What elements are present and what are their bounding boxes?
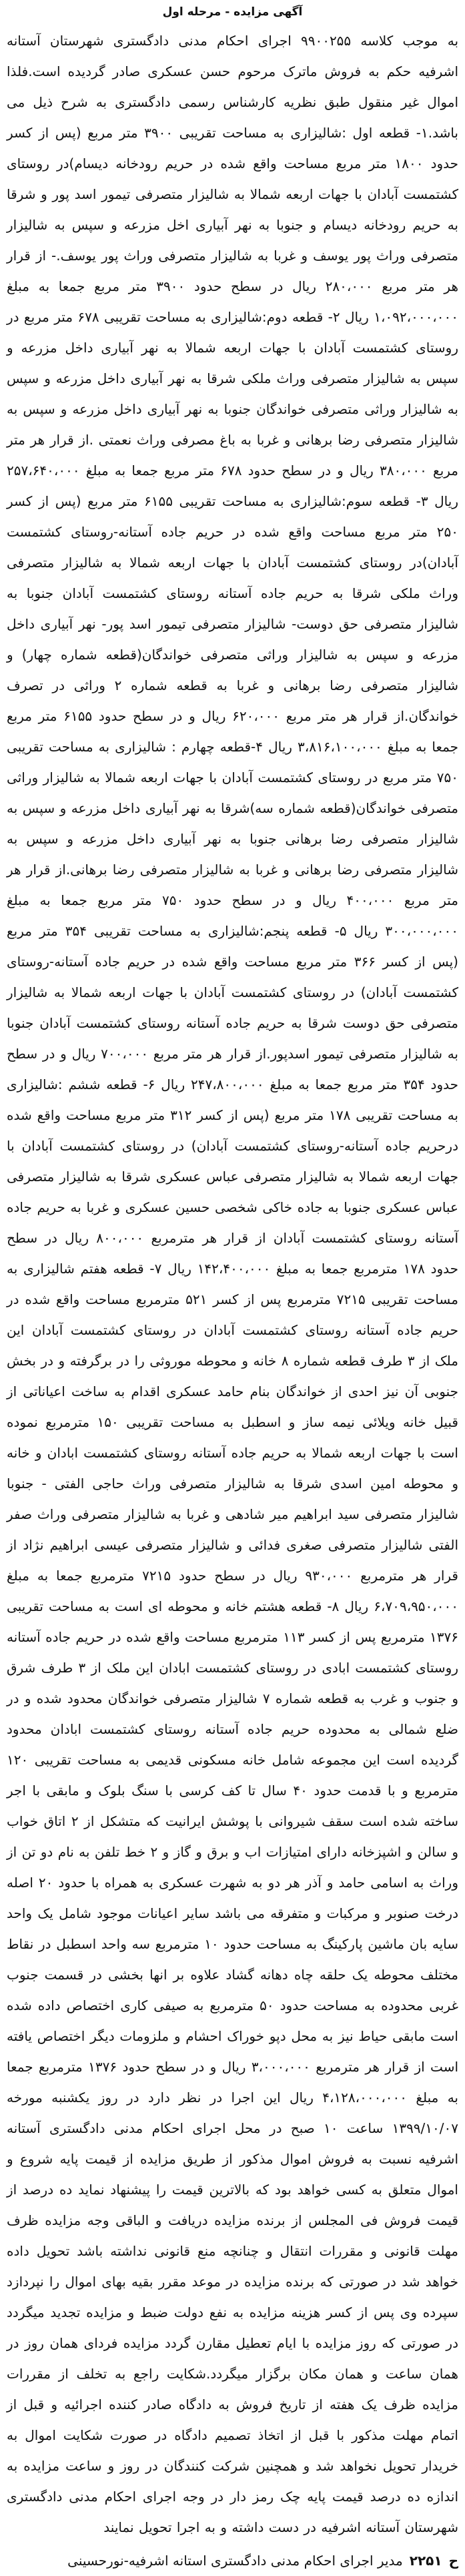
notice-footer	[7, 2545, 458, 2576]
notice-signer: مدیر اجرای احکام مدنی دادگستری استانه اشرفیه-نورحسینی	[67, 2553, 403, 2569]
notice-code-letter: ح	[448, 2553, 458, 2569]
notice-reference-number: ۲۲۵۱	[409, 2553, 442, 2569]
notice-body: به موجب کلاسه ۹۹۰۰۲۵۵ اجرای احکام مدنی دادگستری شهرستان آستانه اشرفیه حکم به فروش ماترک مرحوم حسن عسکری صادر گردیده است.فلذا اموال غیر منقول طبق نظریه کارشناس رسمی دادگستری به شرح ذیل می باشد.۱- قطعه اول :شالیزاری به مساحت تقریبی ۳۹۰۰ متر مربع (پس از کسر حدود ۱۸۰۰ متر مربع مساحت واقع شده در حریم رودخانه دیسام)در روستای کشتمست آبادان با جهات اربعه شمالا به شالیزار متصرفی تیمور اسد پور و شرقا به حریم رودخانه دیسام و جنوبا به نهر آبیاری اخل مزرعه و سپس به شالیزار متصرفی وراث پور یوسف و غربا به شالیزار متصرفی وراث پور یوسف.- از قرار هر متر مربع ۲۸۰،۰۰۰ ریال در سطح حدود ۳۹۰۰ متر مربع جمعا به مبلغ ۱،۰۹۲،۰۰۰،۰۰۰ ریال ۲- قطعه دوم:شالیزاری به مساحت تقریبی ۶۷۸ متر مربع در روستای کشتمست آبادان با جهات اربعه شمالا به نهر آبیاری داخل مزرعه و سپس به شالیزار متصرفی وراث ملکی شرقا به نهر آبیاری داخل مزرعه و سپس به شالیزار وراثی متصرفی خواندگان جنوبا به نهر آبیاری داخل مزرعه و سپس به شالیزار متصرفی رضا برهانی و غربا به باغ مصرفی وراث نعمتی .از قرار هر متر مربع ۳۸۰،۰۰۰ ریال و در سطح حدود ۶۷۸ متر مربع جمعا به مبلغ ۲۵۷،۶۴۰،۰۰۰ ریال ۳- قطعه سوم:شالیزاری به مساحت تقریبی ۶۱۵۵ متر مربع (پس از کسر ۲۵۰ متر مربع مساحت واقع شده در حریم جاده آستانه-روستای کشتمست آبادان)در روستای کشتمست آبادان با جهات اربعه شمالا به شالیزار متصرفی وراث ملکی شرقا به حریم جاده آستانه روستای کشتمست آبادان جنوبا به شالیزار متصرفی حق دوست- شالیزار متصرفی تیمور اسد پور- نهر آبیاری داخل مزرعه و سپس به شالیزار وراثی متصرفی خواندگان(قطعه شماره چهار) و شالیزار متصرفی رضا برهانی و غربا به قطعه شماره ۲ وراثی در تصرف خواندگان.از قرار هر متر مربع ۶۲۰،۰۰۰ ریال و در سطح حدود ۶۱۵۵ متر مربع جمعا به مبلغ ۳،۸۱۶،۱۰۰،۰۰۰ ریال ۴-قطعه چهارم : شالیزاری به مساحت تقریبی ۷۵۰ متر مربع در روستای کشتمست آبادان با جهات اربعه شمالا به شالیزار وراثی متصرفی خواندگان(قطعه شماره سه)شرقا به نهر آبیاری داخل مزرعه و سپس به شالیزار متصرفی رضا برهانی جنوبا به نهر آبیاری داخل مزرعه و سپس به شالیزار متصرفی رضا برهانی و غربا به شالیزار متصرفی رضا برهانی.از قرار هر متر مربع ۴۰۰،۰۰۰ ریال و در سطح حدود ۷۵۰ متر مربع جمعا به مبلغ ۳۰۰،۰۰۰،۰۰۰ ریال ۵- قطعه پنجم:شالیزاری به مساحت تقریبی ۳۵۴ متر مربع (پس از کسر ۳۶۶ متر مربع مساحت واقع شده در حریم جاده آستانه-روستای کشتمست آبادان) در روستای کشتمست آبادان با جهات اربعه شمالا به شالیزار متصرفی حق دوست شرقا به حریم جاده آستانه روستای کشتمست آبادان جنوبا به شالیزار متصرفی تیمور اسدپور.از قرار هر متر مربع ۷۰۰،۰۰۰ ریال و در سطح حدود ۳۵۴ متر مربع جمعا به مبلغ ۲۴۷،۸۰۰،۰۰۰ ریال ۶- قطعه ششم :شالیزاری به مساحت تقریبی ۱۷۸ متر مربع (پس از کسر ۳۱۲ متر مربع مساحت واقع شده درحریم جاده آستانه-روستای کشتمست آبادان) در روستای کشتمست آبادان با جهات اربعه شمالا به شالیزار متصرفی عباس عسکری شرقا به شالیزار متصرفی عباس عسکری جنوبا به جاده خاکی شخصی حسین عسکری و غربا به حریم جاده آستانه روستای کشتمست آبادان از قرار هر مترمربع ۸۰۰،۰۰۰ ریال در سطح حدود ۱۷۸ مترمربع جمعا به مبلغ ۱۴۲،۴۰۰،۰۰۰ ریال ۷- قطعه هفتم شالیزاری به مساحت تقریبی ۷۲۱۵ مترمربع پس از کسر ۵۲۱ مترمربع مساحت واقع شده در حریم جاده آستانه روستای کشتمست آبادان در روستای کشتمست آبادان این ملک از ۳ طرف قطعه شماره ۸ خانه و محوطه موروثی را در برگرفته و در بخش جنوبی آن نیز احدی از خواندگان بنام حامد عسکری اقدام به ساخت اعیاناتی از قبیل خانه ویلائی نیمه ساز و اسطبل به مساحت تقریبی ۱۵۰ مترمربع نموده است با جهات اربعه شمالا به حریم جاده آستانه روستای کشتمست ابادان و خانه و محوطه امین اسدی شرقا به شالیزار متصرفی وراث حاجی الفتی - جنوبا شالیزار متصرفی سید ابراهیم میر شادهی و غربا به شالیزار متصرفی وراث صفر الفتی شالیزار متصرفی صغری فدائی و شالیزار متصرفی عیسی ابراهیم نژاد از قرار هر مترمربع ۹۳۰،۰۰۰ ریال در سطح حدود ۷۲۱۵ مترمربع جمعا به مبلغ ۶،۷۰۹،۹۵۰،۰۰۰ ریال ۸- قطعه هشتم خانه و محوطه ای است به مساحت تقریبی ۱۳۷۶ مترمربع پس از کسر ۱۱۳ مترمربع مساحت واقع شده در حریم جاده آستانه روستای کشتمست ابادی در روستای کشتمست ابادان این ملک از ۳ طرف شرق و جنوب و غرب به قطعه شماره ۷ شالیزار متصرفی خواندگان محدود شده و در ضلع شمالی به محدوده حریم جاده آستانه روستای کشتمست ابادان محدود گردیده است این مجموعه شامل خانه مسکونی قدیمی به مساحت تقریبی ۱۲۰ مترمربع و با قدمت حدود ۴۰ سال تا کف کرسی با سنگ بلوک و مابقی با اجر ساخته شده است سقف شیروانی با پوشش ایرانیت که متشکل از ۲ اتاق خواب و سالن و اشپزخانه دارای امتیازات اب و برق و گاز و ۲ خط تلفن به نام دو تن از وراث به اسامی حامد و آذر هر دو به شهرت عسکری به همراه با حدود ۲۰ اصله درخت صنوبر و مرکبات و متفرقه می باشد سایر اعیانات موجود شامل یک واحد سایه بان ماشین پارکینگ به مساحت حدود ۱۰ مترمربع سه واحد اسطبل در نقاط مختلف محوطه یک حلقه چاه دهانه گشاد علاوه بر انها بخشی در قسمت جنوب غربی محدوده به مساحت حدود ۵۰ مترمربع به صیفی کاری اختصاص داده شده است مابقی حیاط نیز به محل دپو خوراک احشام و ملزومات دیگر اختصاص یافته است از قرار هر مترمربع ۳،۰۰۰،۰۰۰ ریال و در سطح حدود ۱۳۷۶ مترمربع جمعا به مبلغ ۴،۱۲۸،۰۰۰،۰۰۰ ریال این اجرا در نظر دارد در روز یکشنبه مورخه ۱۳۹۹/۱۰/۰۷ ساعت ۱۰ صبح در محل اجرای احکام مدنی دادگستری آستانه اشرفیه نسبت به فروش اموال مذکور از طریق مزایده از قیمت پایه شروع و اموال متعلق به کسی خواهد بود که بالاترین قیمت را پیشنهاد نماید ده درصد از قیمت فروش فی المجلس از برنده مزایده دریافت و الباقی وجه مزایده ظرف مهلت قانونی و مقررات انتقال و چنانچه منع قانونی نداشته باشد تحویل داده خواهد شد در صورتی که برنده مزایده در موعد مقرر بقیه بهای اموال را نپردازد سپرده وی پس از کسر هزینه مزایده به نفع دولت ضبط و مزایده تجدید میگردد در صورتی که روز مزایده با ایام تعطیل مقارن گردد مزایده فردای همان روز در همان ساعت و همان مکان برگزار میگردد.شکایت راجع به تخلف از مقررات مزایده ظرف یک هفته از تاریخ فروش به دادگاه صادر کننده اجرائیه و قبل از اتمام مهلت مذکور با قبل از اتخاذ تصمیم دادگاه در صورت شکایت اموال به خریدار تحویل نخواهد شد و همچنین شرکت کنندگان در روز و ساعت مزایده به اندازه ده درصد قیمت پایه چک رمز دار در وجه اجرای احکام مدنی دادگستری شهرستان آستانه اشرفیه در دست داشته و به اجرا تحویل نمایند	[7, 33, 459, 2535]
notice-title: آگهی مزایده - مرحله اول	[162, 5, 303, 19]
